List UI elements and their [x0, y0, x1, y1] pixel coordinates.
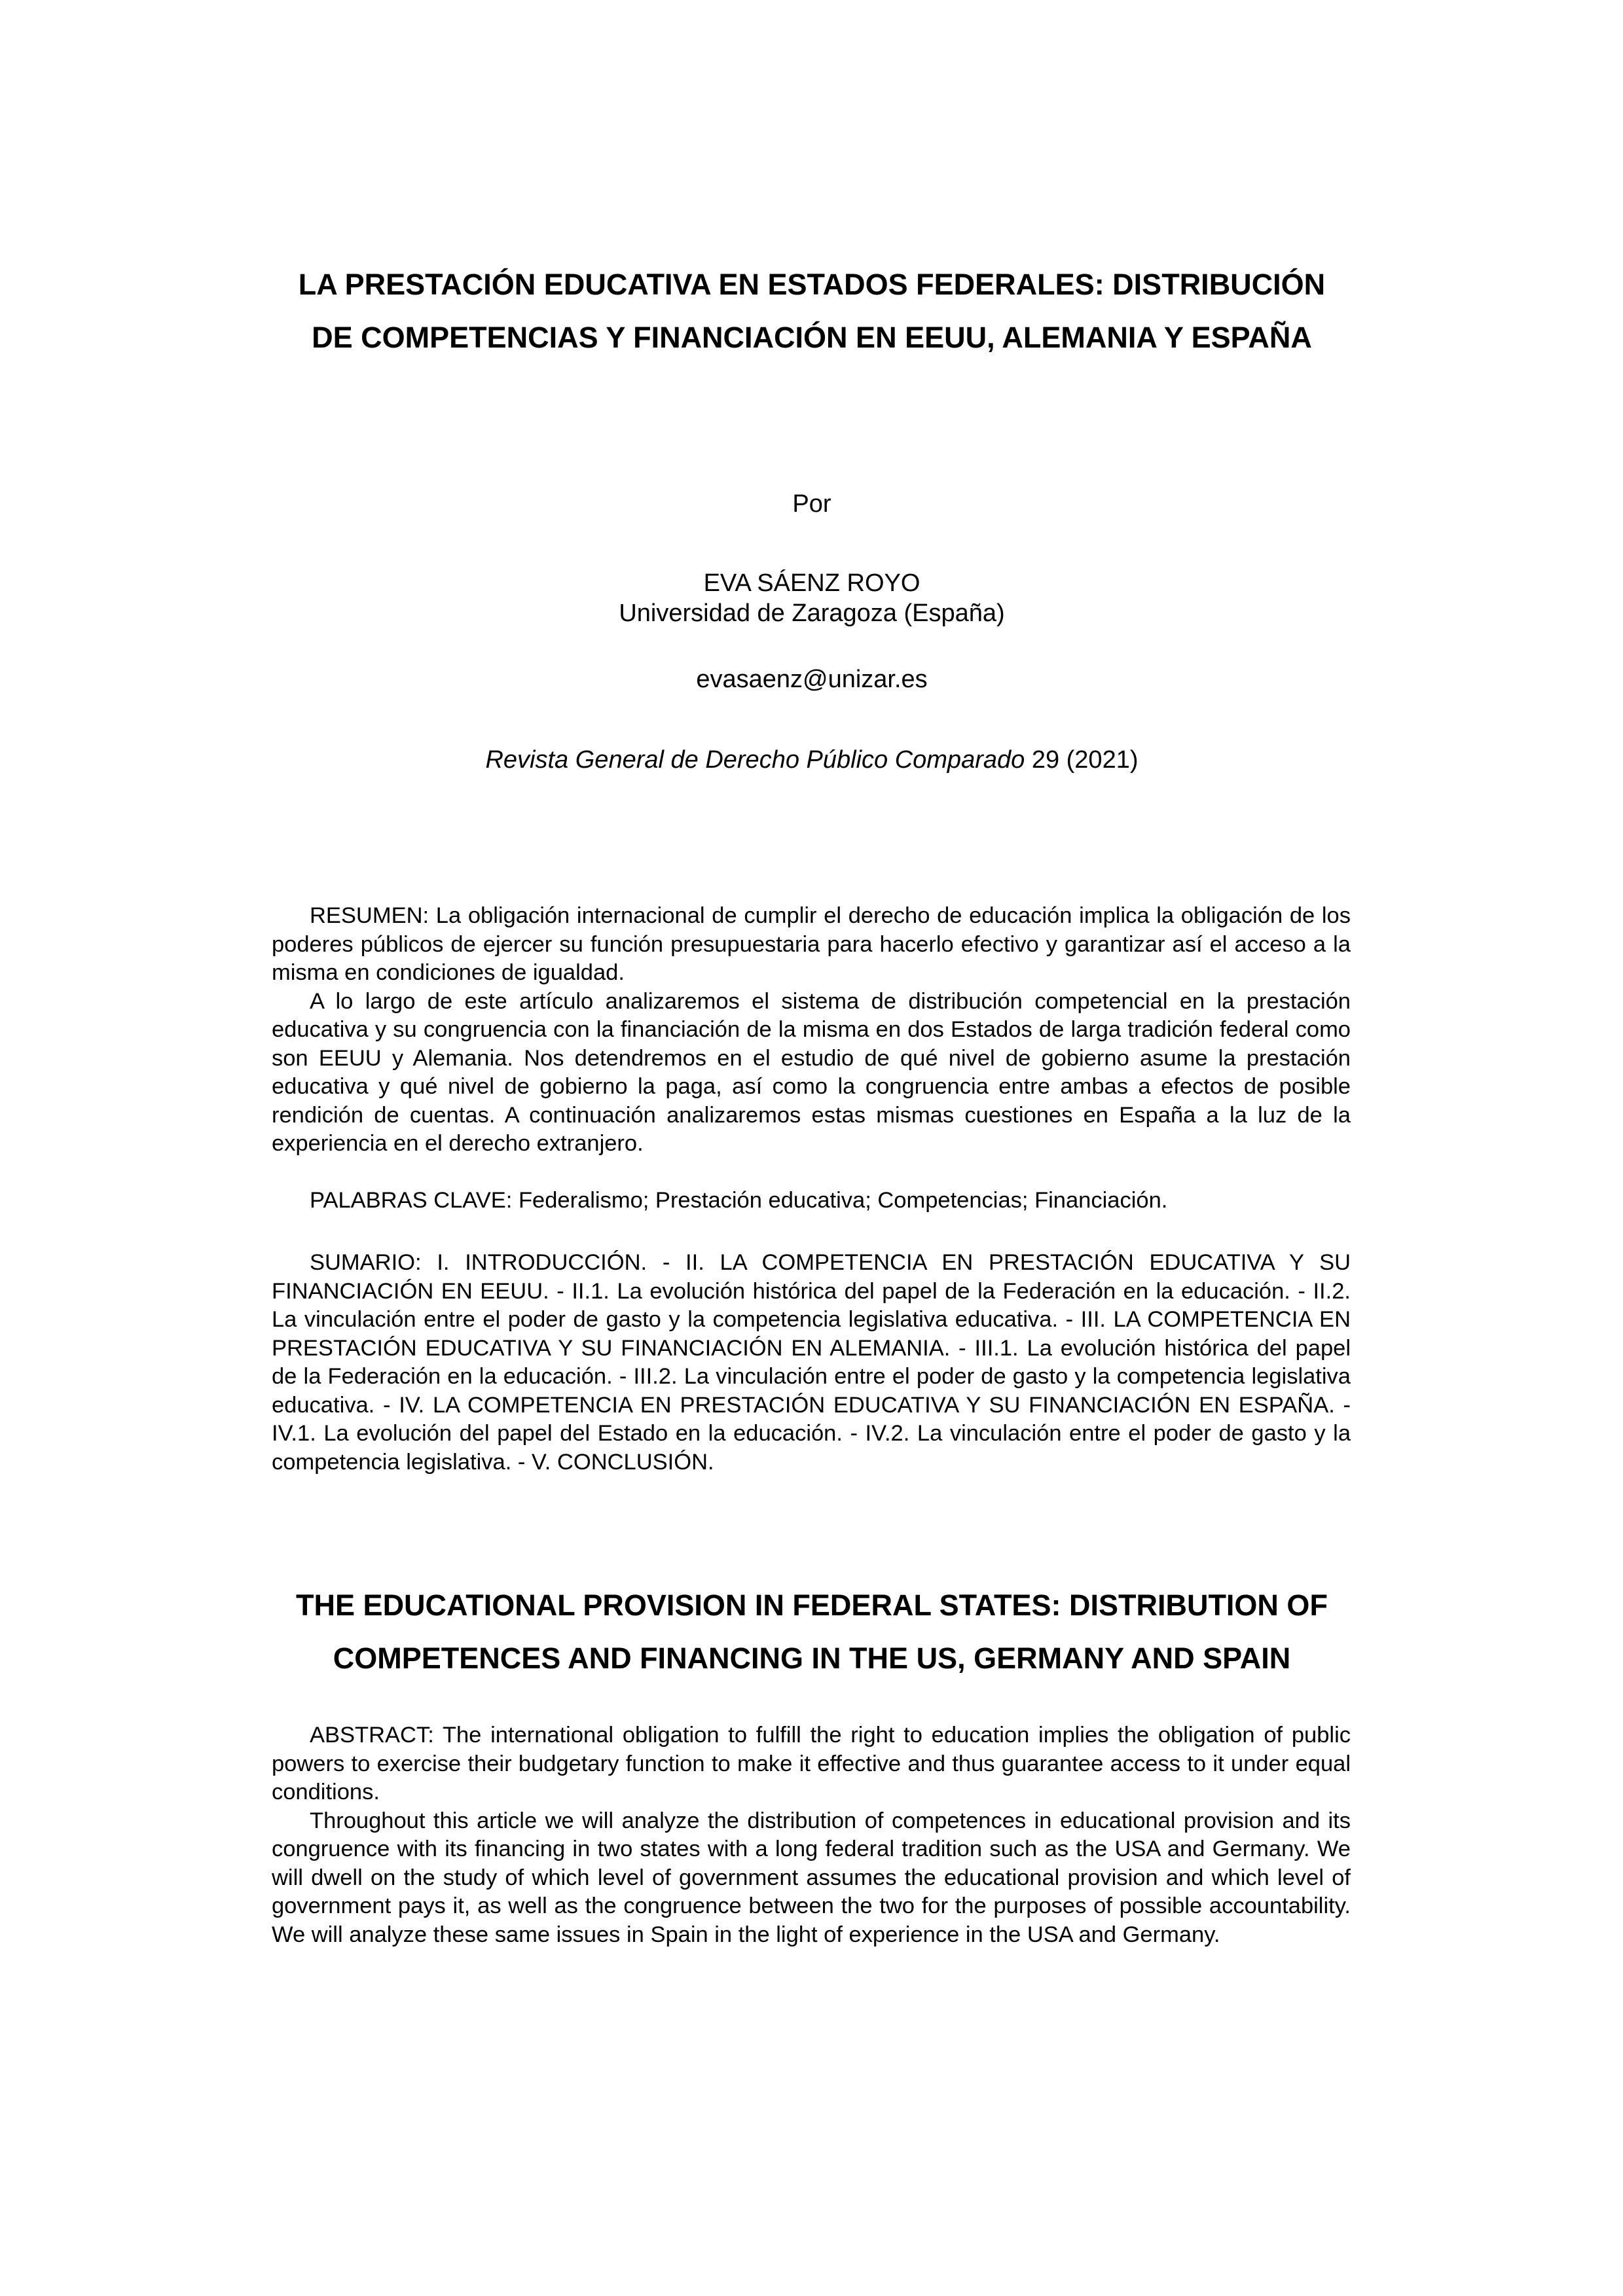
abstract-paragraph: Throughout this article we will analyze the distribution of competences in educational provision and its congruence with its financing in two states with a long federal tradition such as the USA and Germany. We will dwell on the study of which level of government assumes the educational provision and which level of government pays it, as well as the congruence between the two for the purposes of possible accountability. We will analyze these same issues in Spain in the light of experience in the USA and Germany. — [272, 1808, 1351, 1947]
resumen-paragraph: A lo largo de este artículo analizaremos el sistema de distribución competencial en la prestación educativa y su congruencia con la financiación de la misma en dos Estados de larga tradición federal como son EEUU y Alemania. Nos detendremos en el estudio de qué nivel de gobierno asume la prestación educativa y qué nivel de gobierno la paga, así como la congruencia entre ambas a efectos de posible rendición de cuentas. A continuación analizaremos estas mismas cuestiones en España a la luz de la experiencia en el derecho extranjero. — [272, 988, 1351, 1156]
title-english — [249, 1579, 1375, 1685]
sumario-text: SUMARIO: I. INTRODUCCIÓN. - II. LA COMPETENCIA EN PRESTACIÓN EDUCATIVA Y SU FINANCIACIÓN EN EEUU. - II.1. La evolución histórica del papel de la Federación en la educación. - II.2. La vinculación entre el poder de gasto y la competencia legislativa educativa. - III. LA COMPETENCIA EN PRESTACIÓN EDUCATIVA Y SU FINANCIACIÓN EN ALEMANIA. - III.1. La evolución histórica del papel de la Federación en la educación. - III.2. La vinculación entre el poder de gasto y la competencia legislativa educativa. - IV. LA COMPETENCIA EN PRESTACIÓN EDUCATIVA Y SU FINANCIACIÓN EN ESPAÑA. - IV.1. La evolución del papel del Estado en la educación. - IV.2. La vinculación entre el poder de gasto y la competencia legislativa. - V. CONCLUSIÓN. — [272, 1250, 1351, 1475]
journal-name: Revista General de Derecho Público Comparado — [485, 746, 1025, 774]
journal-issue: 29 (2021) — [1025, 746, 1139, 774]
sumario-section — [272, 1249, 1351, 1477]
author-name: EVA SÁENZ ROYO — [703, 569, 921, 597]
journal-citation — [249, 745, 1375, 775]
title-spanish-line-1: LA PRESTACIÓN EDUCATIVA EN ESTADOS FEDERALES: DISTRIBUCIÓN — [298, 268, 1326, 301]
keywords-text: PALABRAS CLAVE: Federalismo; Prestación educativa; Competencias; Financiación. — [310, 1188, 1168, 1213]
title-english-line-2: COMPETENCES AND FINANCING IN THE US, GERMANY AND SPAIN — [333, 1641, 1291, 1675]
title-english-line-1: THE EDUCATIONAL PROVISION IN FEDERAL STATES: DISTRIBUTION OF — [296, 1588, 1328, 1622]
abstract-section — [272, 1721, 1351, 1949]
keywords-section — [272, 1187, 1351, 1215]
by-label: Por — [792, 490, 831, 518]
resumen-paragraph: RESUMEN: La obligación internacional de cumplir el derecho de educación implica la obligación de los poderes públicos de ejercer su función presupuestaria para hacerlo efectivo y garantizar así el acceso a la misma en condiciones de igualdad. — [272, 903, 1351, 985]
title-spanish — [249, 258, 1375, 364]
author-email: evasaenz@unizar.es — [696, 666, 928, 693]
title-spanish-line-2: DE COMPETENCIAS Y FINANCIACIÓN EN EEUU, ALEMANIA Y ESPAÑA — [312, 321, 1312, 354]
abstract-paragraph: ABSTRACT: The international obligation to fulfill the right to education implies the obligation of public powers to exercise their budgetary function to make it effective and thus guarantee access to it under equal conditions. — [272, 1723, 1351, 1804]
author-affiliation: Universidad de Zaragoza (España) — [619, 600, 1005, 627]
resumen-section — [272, 902, 1351, 1158]
